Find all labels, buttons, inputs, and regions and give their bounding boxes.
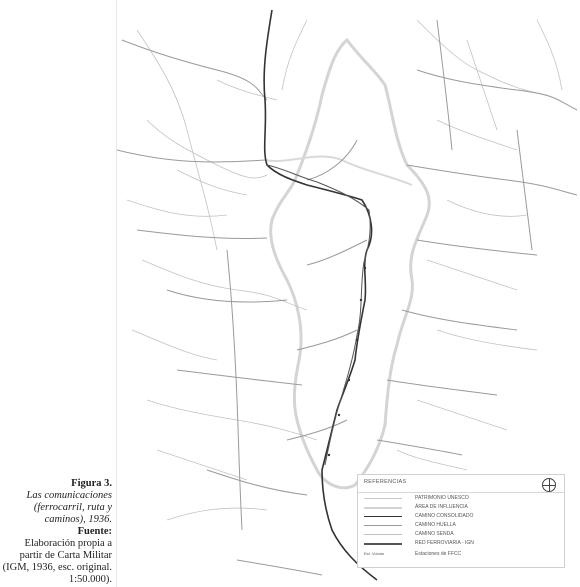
legend-item-huella [358, 521, 564, 530]
legend-item-label: ÁREA DE INFLUENCIA [415, 504, 468, 510]
legend-item-estacion [358, 550, 564, 559]
legend-title: REFERENCIAS [364, 479, 407, 485]
legend-item-area [358, 503, 564, 512]
legend-swatch [364, 507, 402, 509]
station-markers [328, 267, 366, 456]
legend-swatch [364, 498, 402, 499]
figure-label: Figura 3. [71, 478, 112, 489]
legend-item-label: Estaciones de FFCC [415, 551, 462, 557]
legend-item-label: PATRIMONIO UNESCO [415, 495, 469, 501]
legend-item-ferroviaria [358, 539, 564, 548]
legend-swatch [364, 534, 402, 535]
map-legend [357, 474, 565, 568]
legend-station-sample: Est. Volcán [364, 551, 385, 556]
legend-item-label: CAMINO SENDA [415, 531, 454, 537]
legend-swatch [364, 543, 402, 545]
figure-title: Las comunicaciones (ferrocarril, ruta y caminos), 1936. [26, 490, 112, 525]
legend-item-label: RED FERROVIARIA - IGN [415, 540, 474, 546]
legend-item-patrimonio [358, 494, 564, 503]
source-text: Elaboración propia a partir de Carta Militar (IGM, 1936, esc. original. 1:50.000). [2, 538, 112, 585]
legend-item-consolidado [358, 512, 564, 521]
legend-swatch [364, 525, 402, 526]
figure-caption [0, 478, 112, 586]
legend-item-label: CAMINO HUELLA [415, 522, 456, 528]
legend-divider [358, 492, 564, 493]
legend-item-senda [358, 530, 564, 539]
north-arrow-icon [542, 478, 556, 492]
legend-swatch [364, 516, 402, 517]
source-label: Fuente: [77, 526, 112, 537]
minor-roads [127, 20, 562, 530]
legend-item-label: CAMINO CONSOLIDADO [415, 513, 474, 519]
influence-area-outline [271, 40, 430, 488]
main-road [267, 165, 370, 465]
